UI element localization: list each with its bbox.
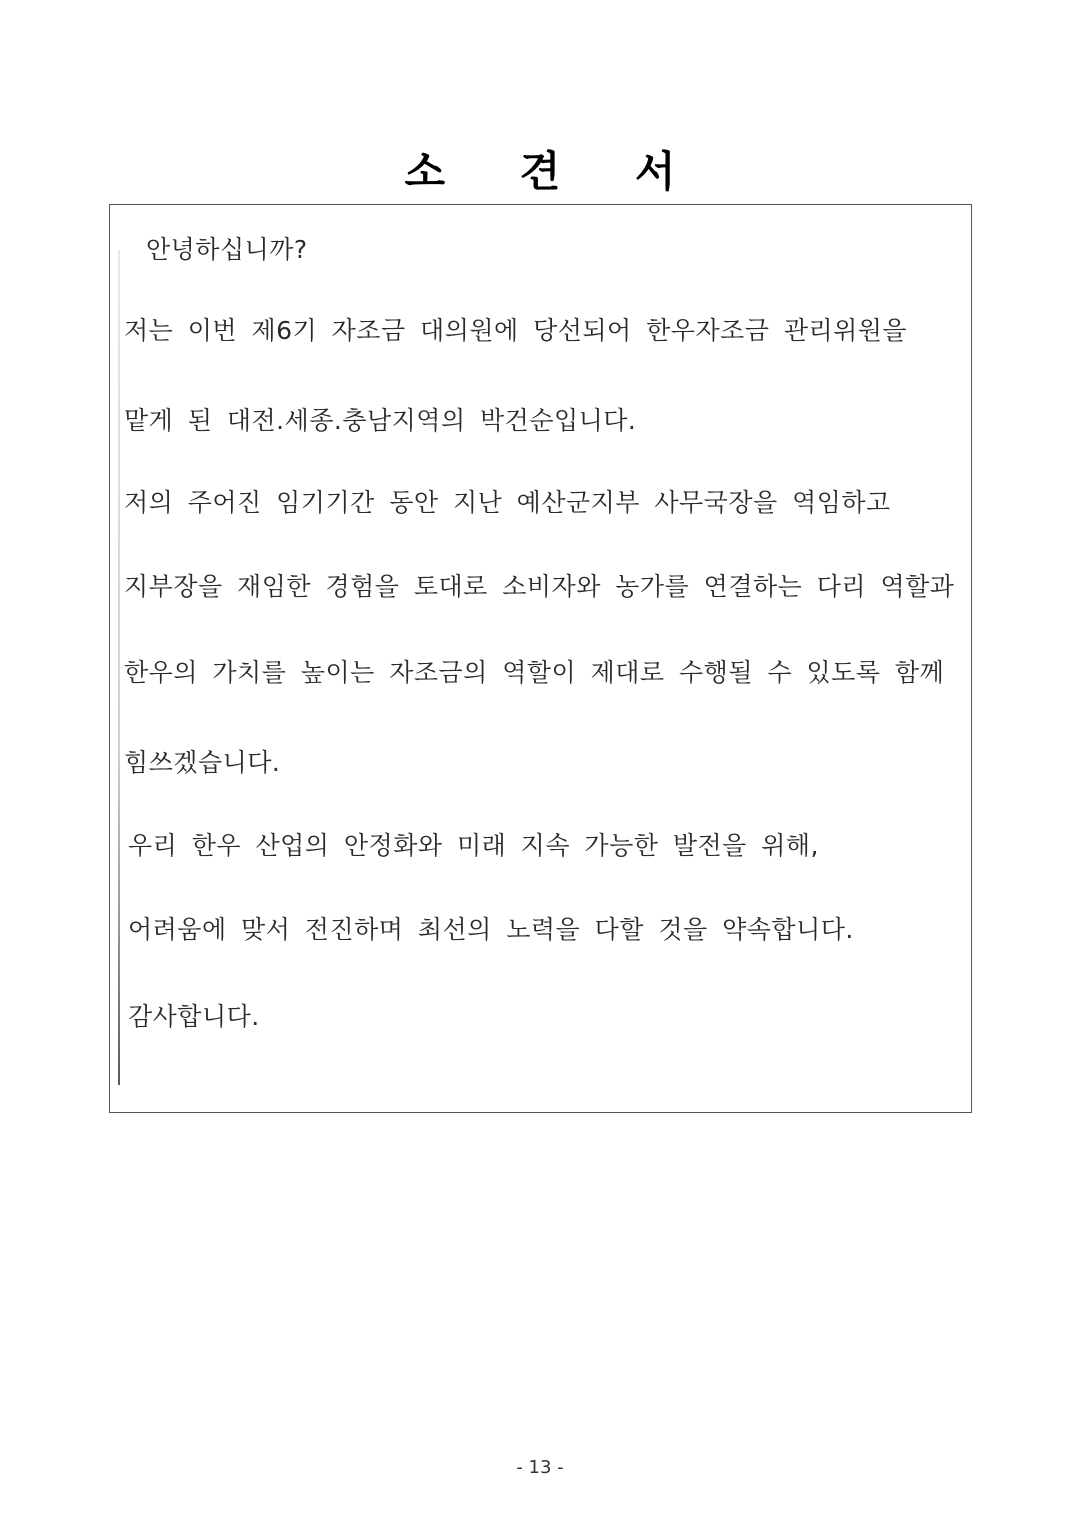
statement-line-9: 어려움에 맞서 전진하며 최선의 노력을 다할 것을 약속합니다. <box>128 915 854 944</box>
statement-line-8: 우리 한우 산업의 안정화와 미래 지속 가능한 발전을 위해, <box>128 831 819 860</box>
statement-line-2: 저는 이번 제6기 자조금 대의원에 당선되어 한우자조금 관리위원을 <box>124 316 908 345</box>
statement-line-6: 한우의 가치를 높이는 자조금의 역할이 제대로 수행될 수 있도록 함께 <box>124 658 945 687</box>
statement-line-4: 저의 주어진 임기기간 동안 지난 예산군지부 사무국장을 역임하고 <box>124 488 891 517</box>
document-title: 소 견 서 <box>404 147 706 196</box>
statement-line-10: 감사합니다. <box>128 1002 260 1031</box>
statement-line-1: 안녕하십니까? <box>146 235 308 264</box>
page-number: - 13 - <box>516 1457 564 1478</box>
statement-line-3: 맡게 된 대전.세종.충남지역의 박건순입니다. <box>124 406 637 435</box>
statement-line-7: 힘쓰겠습니다. <box>124 748 281 777</box>
scan-edge-line <box>118 250 120 1085</box>
statement-line-5: 지부장을 재임한 경험을 토대로 소비자와 농가를 연결하는 다리 역할과 <box>124 572 955 601</box>
